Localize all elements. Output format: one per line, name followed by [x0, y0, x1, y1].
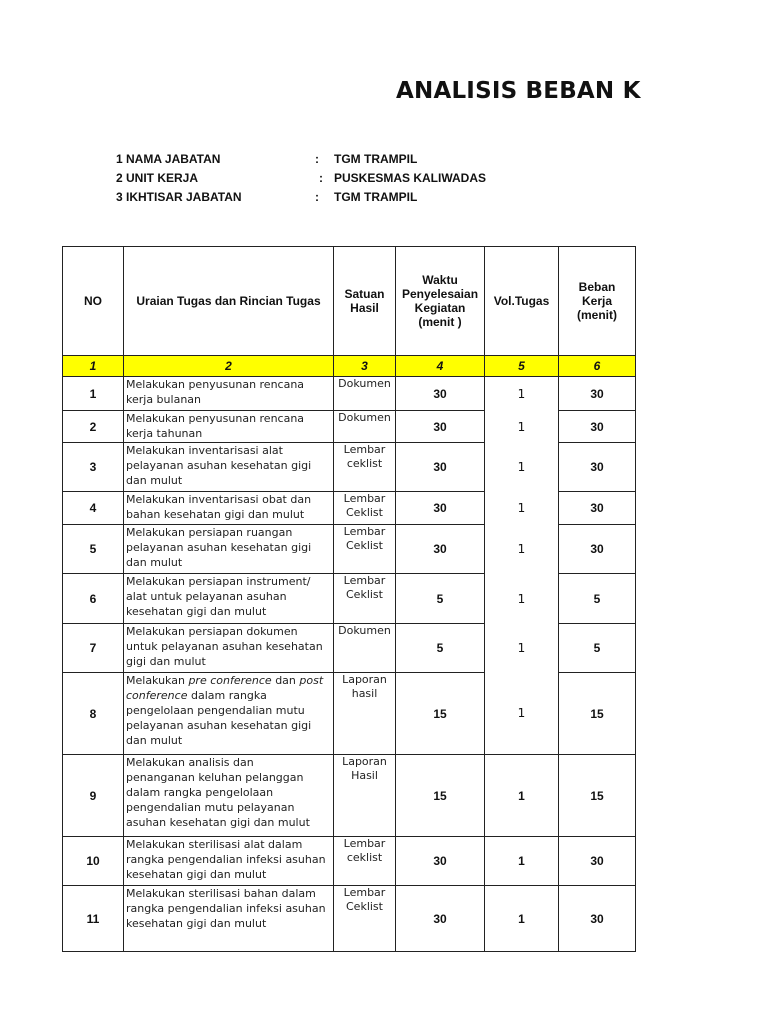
row-vol: [485, 755, 559, 837]
row-time: 30: [396, 443, 485, 492]
task-line: Melakukan inventarisasi obat dan: [126, 493, 312, 506]
row-vol: [485, 443, 559, 492]
row-no: 4: [63, 492, 124, 525]
unit-line: Laporan: [342, 673, 387, 686]
info-colon: :: [315, 152, 319, 166]
row-no: 7: [63, 624, 124, 673]
task-text-italic: post: [299, 674, 324, 687]
header-beban-line: (menit): [577, 308, 617, 322]
table-row: [63, 624, 636, 673]
header-satuan-line: Satuan: [344, 287, 385, 301]
row-time: 5: [396, 574, 485, 624]
task-line: kerja bulanan: [126, 393, 201, 406]
row-no: 9: [63, 755, 124, 837]
task-text: dalam rangka: [187, 689, 267, 702]
table-row: [63, 443, 636, 492]
unit-line: Laporan: [342, 755, 387, 768]
header-waktu: [396, 247, 485, 356]
vol-value: 1: [517, 460, 526, 474]
unit-line: Lembar: [343, 574, 386, 587]
row-task: [124, 411, 334, 443]
row-unit: [334, 886, 396, 952]
column-number-row: [63, 356, 636, 377]
row-vol: [485, 886, 559, 952]
row-unit: [334, 673, 396, 755]
unit-line: Hasil: [351, 769, 378, 782]
info-label-nama-jabatan: 1 NAMA JABATAN: [116, 152, 221, 166]
row-beban: 30: [559, 377, 636, 411]
vol-value: 1: [517, 641, 526, 655]
header-waktu-line: Kegiatan: [414, 301, 466, 315]
info-value-nama-jabatan: TGM TRAMPIL: [334, 152, 418, 166]
vol-value: 1: [517, 706, 526, 721]
row-beban: 15: [559, 755, 636, 837]
table-row: [63, 574, 636, 624]
table-row: [63, 755, 636, 837]
unit-line: Dokumen: [338, 624, 391, 637]
header-beban-line: Kerja: [581, 294, 613, 308]
task-line: pelayanan asuhan kesehatan gigi: [126, 541, 312, 554]
table-row: [63, 525, 636, 574]
row-beban: 30: [559, 492, 636, 525]
row-task: [124, 492, 334, 525]
task-line: penanganan keluhan pelanggan: [126, 771, 304, 784]
row-task: [124, 624, 334, 673]
row-no: 6: [63, 574, 124, 624]
table-header-row: [63, 247, 636, 356]
info-value-unit-kerja: PUSKESMAS KALIWADAS: [334, 171, 487, 185]
task-text-italic: pre conference: [188, 674, 272, 687]
page-title: ANALISIS BEBAN K: [396, 78, 641, 104]
unit-line: ceklist: [346, 457, 383, 470]
row-unit: [334, 411, 396, 443]
row-task: [124, 377, 334, 411]
row-vol: [485, 574, 559, 624]
info-value-ikhtisar-jabatan: TGM TRAMPIL: [334, 190, 418, 204]
info-label-unit-kerja: 2 UNIT KERJA: [116, 171, 199, 185]
row-unit: [334, 837, 396, 886]
vol-value: 1: [517, 419, 526, 434]
table-row: [63, 411, 636, 443]
column-number: 5: [485, 356, 559, 377]
unit-line: Lembar: [343, 837, 386, 850]
table-row: [63, 673, 636, 755]
column-number: 4: [396, 356, 485, 377]
task-line: pengendalian mutu pelayanan: [126, 801, 295, 814]
row-unit: [334, 624, 396, 673]
header-beban-line: Beban: [578, 280, 616, 294]
vol-value: 1: [518, 854, 525, 868]
unit-line: Lembar: [343, 886, 386, 899]
header-no: NO: [63, 247, 124, 356]
row-unit: [334, 492, 396, 525]
task-line: Melakukan persiapan dokumen: [126, 625, 298, 638]
row-beban: 30: [559, 886, 636, 952]
row-no: 3: [63, 443, 124, 492]
row-task: [124, 673, 334, 755]
row-vol: [485, 624, 559, 673]
task-line: bahan kesehatan gigi dan mulut: [126, 508, 305, 521]
task-line: Melakukan persiapan instrument/: [126, 575, 311, 588]
row-time: 30: [396, 525, 485, 574]
row-vol: [485, 837, 559, 886]
task-line: kesehatan gigi dan mulut: [126, 917, 267, 930]
table-row: [63, 886, 636, 952]
task-line: kerja tahunan: [126, 427, 203, 440]
row-unit: [334, 443, 396, 492]
row-vol: [485, 377, 559, 411]
header-satuan: [334, 247, 396, 356]
task-line: pengelolaan pengendalian mutu: [126, 704, 305, 717]
row-time: 30: [396, 377, 485, 411]
table-row: [63, 837, 636, 886]
row-unit: [334, 525, 396, 574]
unit-line: Dokumen: [338, 377, 391, 390]
task-text: dan: [271, 674, 300, 687]
task-line: gigi dan mulut: [126, 655, 206, 668]
task-line: [126, 688, 333, 703]
task-line: pelayanan asuhan kesehatan gigi: [126, 459, 312, 472]
column-number: 3: [334, 356, 396, 377]
vol-value: 1: [517, 501, 526, 515]
task-line: Melakukan inventarisasi alat: [126, 444, 283, 457]
header-beban: [559, 247, 636, 356]
task-line: untuk pelayanan asuhan kesehatan: [126, 640, 323, 653]
vol-value: 1: [518, 911, 525, 926]
row-task: [124, 574, 334, 624]
column-number: 1: [63, 356, 124, 377]
task-line: Melakukan penyusunan rencana: [126, 412, 305, 425]
row-task: [124, 755, 334, 837]
row-beban: 30: [559, 443, 636, 492]
task-line: kesehatan gigi dan mulut: [126, 868, 267, 881]
row-task: [124, 525, 334, 574]
row-beban: 5: [559, 574, 636, 624]
task-line: dan mulut: [126, 556, 183, 569]
row-beban: 5: [559, 624, 636, 673]
column-number: 6: [559, 356, 636, 377]
row-vol: [485, 673, 559, 755]
task-line: pelayanan asuhan kesehatan gigi: [126, 719, 312, 732]
info-label-ikhtisar-jabatan: 3 IKHTISAR JABATAN: [116, 190, 242, 204]
unit-line: Dokumen: [338, 411, 391, 424]
task-line: Melakukan analisis dan: [126, 756, 254, 769]
table-row: [63, 492, 636, 525]
unit-line: ceklist: [346, 851, 383, 864]
info-colon: :: [319, 171, 323, 185]
task-line: Melakukan sterilisasi alat dalam: [126, 838, 303, 851]
unit-line: Lembar: [343, 525, 386, 538]
task-line: rangka pengendalian infeksi asuhan: [126, 853, 326, 866]
header-waktu-line: (menit ): [418, 315, 462, 329]
row-beban: 15: [559, 673, 636, 755]
row-beban: 30: [559, 411, 636, 443]
row-task: [124, 443, 334, 492]
row-beban: 30: [559, 837, 636, 886]
task-text-italic: conference: [126, 689, 188, 702]
vol-value: 1: [517, 386, 526, 401]
task-line: Melakukan penyusunan rencana: [126, 378, 305, 391]
unit-line: Lembar: [343, 492, 386, 505]
info-colon: :: [315, 190, 319, 204]
row-time: 30: [396, 411, 485, 443]
task-line: rangka pengendalian infeksi asuhan: [126, 902, 326, 915]
row-beban: 30: [559, 525, 636, 574]
row-no: 1: [63, 377, 124, 411]
column-number: 2: [124, 356, 334, 377]
task-line: Melakukan sterilisasi bahan dalam: [126, 887, 316, 900]
row-no: 5: [63, 525, 124, 574]
unit-line: Lembar: [343, 443, 386, 456]
row-vol: [485, 411, 559, 443]
unit-line: Ceklist: [346, 588, 383, 601]
row-vol: [485, 525, 559, 574]
row-vol: [485, 492, 559, 525]
unit-line: hasil: [351, 687, 378, 700]
workload-table: [62, 246, 636, 952]
row-no: 8: [63, 673, 124, 755]
table-row: [63, 377, 636, 411]
task-line: asuhan kesehatan gigi dan mulut: [126, 816, 310, 829]
row-task: [124, 886, 334, 952]
task-line: dan mulut: [126, 734, 183, 747]
task-line: dalam rangka pengelolaan: [126, 786, 274, 799]
task-line: Melakukan persiapan ruangan: [126, 526, 293, 539]
task-line: alat untuk pelayanan asuhan: [126, 590, 287, 603]
header-waktu-line: Waktu: [422, 273, 458, 287]
task-text: Melakukan: [126, 674, 189, 687]
row-time: 30: [396, 492, 485, 525]
header-waktu-line: Penyelesaian: [401, 287, 479, 301]
task-line: [126, 673, 333, 688]
row-unit: [334, 755, 396, 837]
unit-line: Ceklist: [346, 539, 383, 552]
row-time: 30: [396, 837, 485, 886]
row-time: 15: [396, 755, 485, 837]
task-line: dan mulut: [126, 474, 183, 487]
task-line: kesehatan gigi dan mulut: [126, 605, 267, 618]
row-no: 11: [63, 886, 124, 952]
row-time: 15: [396, 673, 485, 755]
vol-value: 1: [517, 591, 526, 606]
row-no: 2: [63, 411, 124, 443]
header-vol: Vol.Tugas: [485, 247, 559, 356]
row-time: 5: [396, 624, 485, 673]
row-unit: [334, 574, 396, 624]
header-uraian: Uraian Tugas dan Rincian Tugas: [124, 247, 334, 356]
row-time: 30: [396, 886, 485, 952]
header-satuan-line: Hasil: [350, 301, 379, 315]
unit-line: Ceklist: [346, 900, 383, 913]
row-task: [124, 837, 334, 886]
vol-value: 1: [517, 542, 526, 556]
row-unit: [334, 377, 396, 411]
unit-line: Ceklist: [346, 506, 383, 519]
vol-value: 1: [518, 788, 525, 803]
row-no: 10: [63, 837, 124, 886]
